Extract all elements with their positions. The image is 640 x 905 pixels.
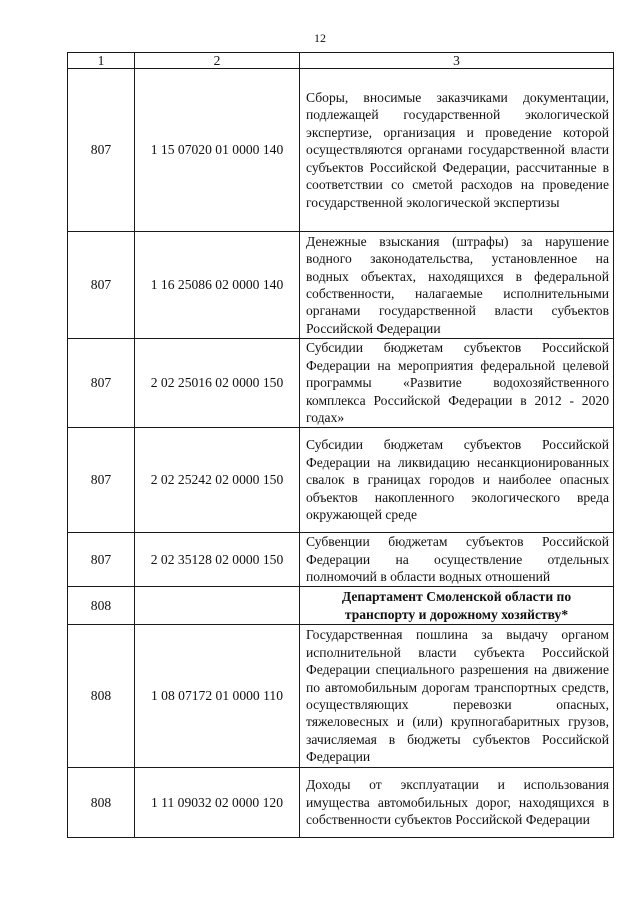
budget-code-cell: 1 15 07020 01 0000 140 <box>135 69 300 232</box>
admin-code-cell: 808 <box>68 768 135 838</box>
budget-code-cell: 2 02 25242 02 0000 150 <box>135 428 300 533</box>
description-cell: Субвенции бюджетам субъектов Российской Федерации на осуществление отдельных полномочий в области водных отношений <box>300 533 614 587</box>
description-cell: Субсидии бюджетам субъектов Российской Федерации на ликвидацию несанкционированных свалок в границах городов и наиболее опасных объектов накопленного экологического вреда окружающей среде <box>300 428 614 533</box>
description-cell: Субсидии бюджетам субъектов Российской Федерации на мероприятия федеральной целевой программы «Развитие водохозяйственного комплекса Российской Федерации в 2012 - 2020 годах» <box>300 339 614 428</box>
department-row <box>68 587 614 625</box>
budget-code-cell: 2 02 35128 02 0000 150 <box>135 533 300 587</box>
admin-code-cell: 808 <box>68 625 135 768</box>
table-row <box>68 768 614 838</box>
table-row <box>68 69 614 232</box>
description-cell: Доходы от эксплуатации и использования имущества автомобильных дорог, находящихся в собственности субъектов Российской Федерации <box>300 768 614 838</box>
column-header-2: 2 <box>135 53 300 69</box>
description-cell: Денежные взыскания (штрафы) за нарушение водного законодательства, установленное на водных объектах, находящихся в федеральной собственности, налагаемые исполнительными органами государственной власти субъектов Российской Федерации <box>300 232 614 339</box>
budget-classification-table <box>67 52 614 838</box>
admin-code-cell: 807 <box>68 232 135 339</box>
table-row <box>68 533 614 587</box>
budget-code-cell: 2 02 25016 02 0000 150 <box>135 339 300 428</box>
admin-code-cell: 807 <box>68 69 135 232</box>
admin-code-cell: 807 <box>68 428 135 533</box>
page-number: 12 <box>314 31 326 45</box>
table-row <box>68 625 614 768</box>
budget-code-cell <box>135 587 300 625</box>
budget-code-cell: 1 08 07172 01 0000 110 <box>135 625 300 768</box>
table-row <box>68 339 614 428</box>
table-header-row <box>68 53 614 69</box>
admin-code-cell: 808 <box>68 587 135 625</box>
budget-code-cell: 1 11 09032 02 0000 120 <box>135 768 300 838</box>
budget-code-cell: 1 16 25086 02 0000 140 <box>135 232 300 339</box>
description-cell: Государственная пошлина за выдачу органом исполнительной власти субъекта Российской Федерации специального разрешения на движение по автомобильным дорогам транспортных средств, осуществляющих перевозки опасных, тяжеловесных и (или) крупногабаритных грузов, зачисляемая в бюджеты субъектов Российской Федерации <box>300 625 614 768</box>
description-cell: Сборы, вносимые заказчиками документации, подлежащей государственной экологической экспертизе, организация и проведение которой осуществляются органами государственной власти субъектов Российской Федерации, рассчитанные в соответствии со сметой расходов на проведение государственной экологической экспертизы <box>300 69 614 232</box>
table-row <box>68 428 614 533</box>
department-title: Департамент Смоленской области по транспорту и дорожному хозяйству* <box>300 587 614 625</box>
table-row <box>68 232 614 339</box>
admin-code-cell: 807 <box>68 533 135 587</box>
column-header-1: 1 <box>68 53 135 69</box>
column-header-3: 3 <box>300 53 614 69</box>
admin-code-cell: 807 <box>68 339 135 428</box>
